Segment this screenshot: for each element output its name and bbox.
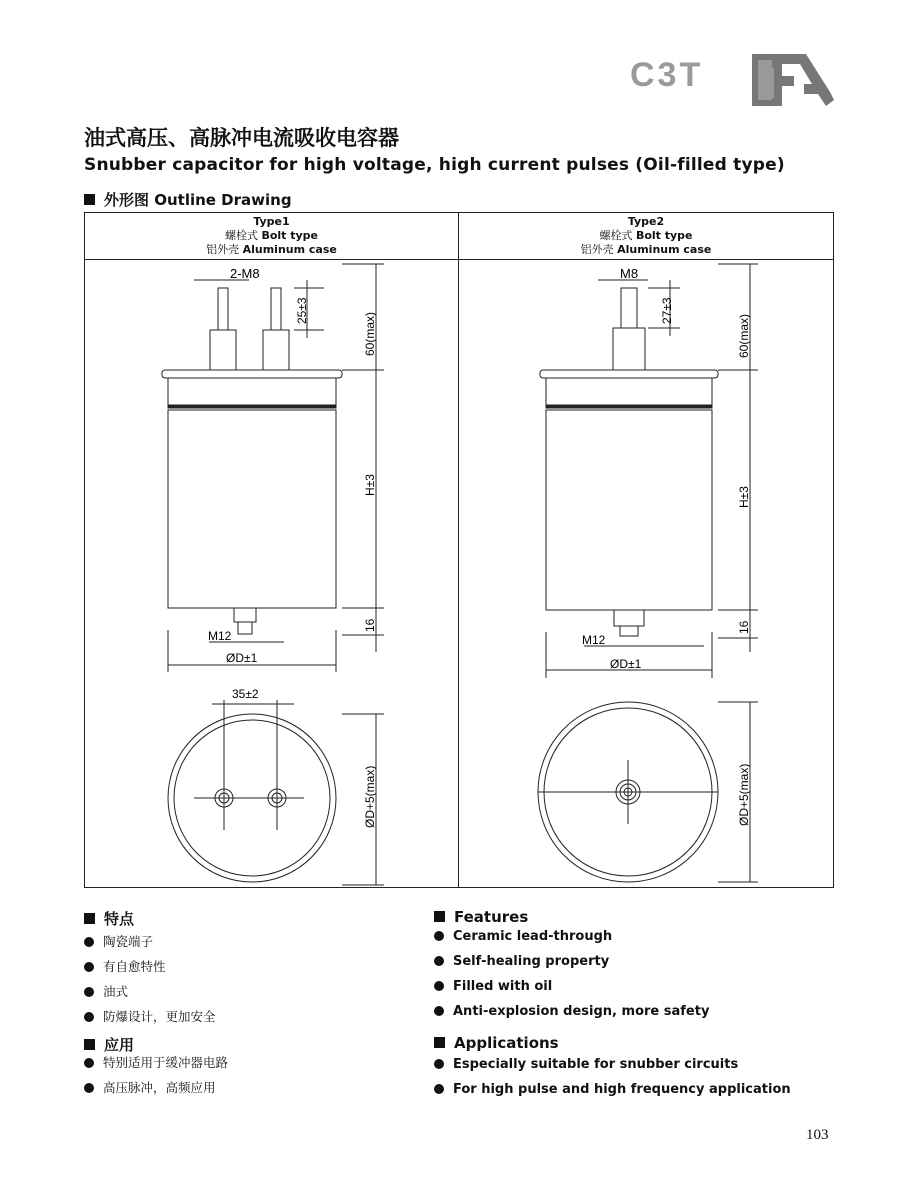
features-en-heading [434, 908, 528, 926]
type1-terminal-right [271, 288, 281, 330]
applications-zh-heading-label: 应用 [104, 1036, 135, 1054]
type1-drawing [84, 260, 457, 888]
type2-bolt-zh: 螺栓式 [599, 229, 633, 242]
type2-bottom-nut [614, 610, 644, 626]
bullet-icon [434, 931, 444, 941]
applications-en-heading-label: Applications [454, 1034, 559, 1052]
bullet-icon [434, 956, 444, 966]
list-item-label: Self-healing property [453, 954, 610, 969]
type2-bottom-thread: M12 [582, 633, 606, 647]
type2-header [459, 213, 833, 260]
bullet-icon [434, 1084, 444, 1094]
bullet-icon [434, 1059, 444, 1069]
type2-terminal-label: M8 [620, 266, 639, 281]
title-english: Snubber capacitor for high voltage, high current pulses (Oil-filled type) [84, 155, 785, 175]
type2-lid [540, 370, 718, 378]
list-item-label: For high pulse and high frequency application [453, 1082, 791, 1097]
list-item-label: 有自愈特性 [103, 959, 166, 974]
list-item [434, 1082, 791, 1097]
company-logo-icon [752, 54, 834, 108]
type1-bottom-nut [234, 608, 256, 622]
applications-en-heading [434, 1034, 559, 1052]
list-item [434, 929, 612, 944]
list-item [84, 1053, 228, 1071]
bullet-icon [84, 1083, 94, 1093]
square-bullet-icon [84, 1039, 95, 1050]
type2-thread-length: 27±3 [660, 297, 674, 324]
list-item [84, 1078, 216, 1096]
type1-bottom-stud [238, 622, 252, 634]
bullet-icon [84, 937, 94, 947]
type1-case-en: Aluminum case [242, 243, 337, 256]
list-item-label: Especially suitable for snubber circuits [453, 1057, 739, 1072]
type1-collar [168, 378, 336, 408]
list-item [434, 1057, 738, 1072]
outline-heading [84, 189, 292, 210]
bullet-icon [434, 1006, 444, 1016]
bullet-icon [84, 962, 94, 972]
type2-bottom-stud [620, 626, 638, 636]
square-bullet-icon [84, 194, 95, 205]
features-zh-heading [84, 908, 134, 929]
series-code: C3T [630, 56, 704, 94]
list-item-label: 特别适用于缓冲器电路 [103, 1055, 229, 1070]
list-item-label: Ceramic lead-through [453, 929, 613, 944]
type1-case-zh: 铝外壳 [206, 243, 240, 256]
square-bullet-icon [434, 1037, 445, 1048]
list-item-label: Filled with oil [453, 979, 553, 994]
list-item [434, 1004, 709, 1019]
type1-bolt-zh: 螺栓式 [224, 229, 258, 242]
list-item [434, 954, 609, 969]
type2-case-zh: 铝外壳 [580, 243, 614, 256]
type1-bottom-stud-length: 16 [363, 618, 377, 632]
bullet-icon [84, 987, 94, 997]
type2-collar [546, 378, 712, 408]
applications-zh-heading [84, 1034, 134, 1055]
type2-can-body [546, 410, 712, 610]
type1-terminal-left [218, 288, 228, 330]
features-en-heading-label: Features [454, 908, 529, 926]
type2-diameter: ØD±1 [610, 657, 642, 671]
list-item-label: 油式 [103, 984, 129, 999]
type2-terminal-base [613, 328, 645, 370]
type2-terminal [621, 288, 637, 328]
type1-bottom-thread: M12 [208, 629, 232, 643]
type2-name: Type2 [627, 215, 665, 228]
list-item-label: 防爆设计，更加安全 [103, 1009, 216, 1024]
type1-diameter: ØD±1 [226, 651, 258, 665]
list-item-label: Anti-explosion design, more safety [453, 1004, 710, 1019]
list-item [434, 979, 552, 994]
type2-flange: ØD+5(max) [737, 763, 751, 826]
outline-heading-label: 外形图 Outline Drawing [104, 191, 292, 209]
type2-case-en: Aluminum case [617, 243, 712, 256]
type2-bottom-stud-length: 16 [737, 620, 751, 634]
type2-drawing [458, 260, 834, 888]
square-bullet-icon [434, 911, 445, 922]
type1-height: H±3 [363, 474, 377, 496]
type1-spacing: 35±2 [232, 687, 259, 701]
list-item [84, 957, 166, 975]
list-item-label: 高压脉冲，高频应用 [103, 1080, 216, 1095]
type1-terminal-base-right [263, 330, 289, 370]
type1-bolt-en: Bolt type [261, 229, 319, 242]
type2-bolt-en: Bolt type [635, 229, 693, 242]
type1-name: Type1 [253, 215, 290, 228]
list-item [84, 932, 153, 950]
bullet-icon [84, 1012, 94, 1022]
type1-terminal-label: 2-M8 [230, 266, 260, 281]
features-zh-heading-label: 特点 [104, 910, 135, 928]
type2-terminal-height: 60(max) [737, 313, 751, 358]
type1-thread-length: 25±3 [295, 297, 309, 324]
type1-flange: ØD+5(max) [363, 765, 377, 828]
title-chinese: 油式高压、高脉冲电流吸收电容器 [84, 126, 399, 150]
bullet-icon [434, 981, 444, 991]
type1-header [85, 213, 458, 260]
list-item [84, 1007, 216, 1025]
bullet-icon [84, 1058, 94, 1068]
type1-terminal-base-left [210, 330, 236, 370]
type1-terminal-height: 60(max) [363, 311, 377, 356]
page-number: 103 [806, 1127, 829, 1143]
list-item [84, 982, 128, 1000]
square-bullet-icon [84, 913, 95, 924]
type2-height: H±3 [737, 486, 751, 508]
type1-lid [162, 370, 342, 378]
type1-can-body [168, 410, 336, 608]
list-item-label: 陶瓷端子 [103, 934, 154, 949]
